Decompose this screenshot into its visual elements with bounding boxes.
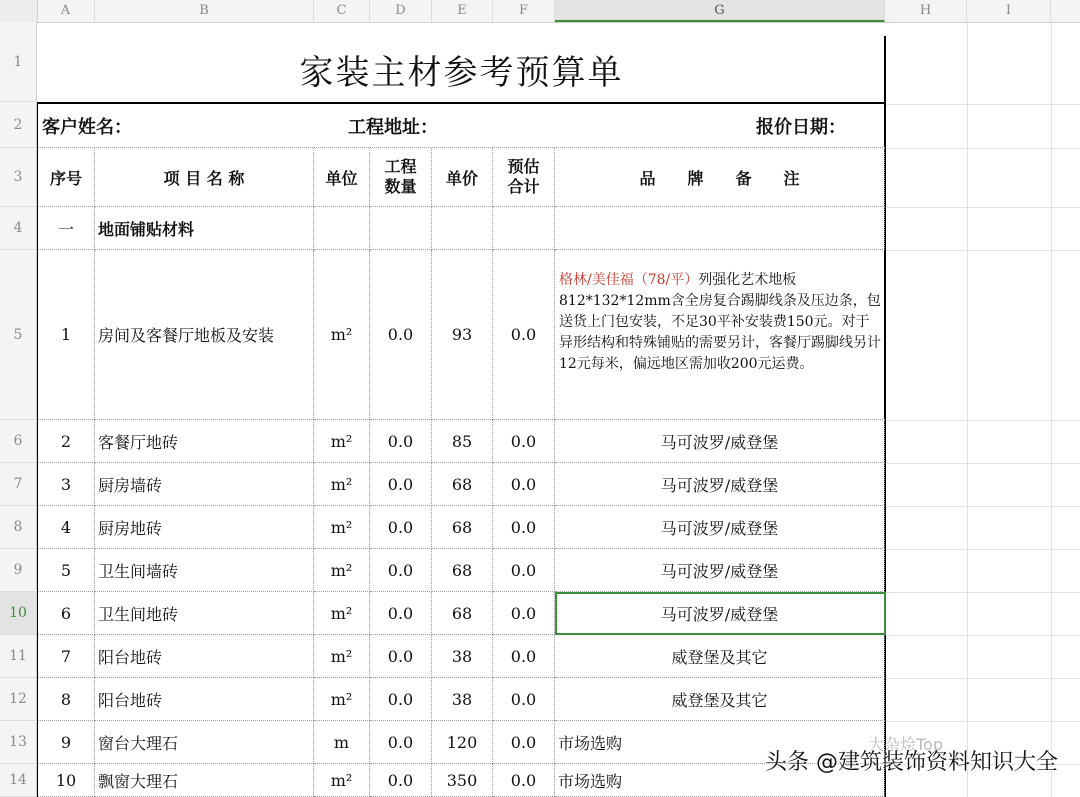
item-name[interactable]: 阳台地砖	[95, 635, 314, 678]
grid-line	[885, 506, 1080, 507]
item-unit[interactable]: m²	[314, 250, 370, 420]
item-brand-note[interactable]: 威登堡及其它	[555, 678, 885, 721]
item-name[interactable]: 卫生间地砖	[95, 592, 314, 635]
item-unit[interactable]: m²	[314, 549, 370, 592]
item-unit-price[interactable]: 85	[432, 420, 493, 463]
row-header-5[interactable]: 5	[0, 250, 37, 420]
item-seq[interactable]: 2	[38, 420, 95, 463]
item-seq[interactable]: 9	[38, 721, 95, 764]
item-brand-note[interactable]	[555, 250, 885, 420]
item-brand-note[interactable]: 马可波罗/威登堡	[555, 420, 885, 463]
selected-cell-g10[interactable]	[555, 592, 886, 635]
table-cell[interactable]	[432, 207, 493, 250]
item-total[interactable]: 0.0	[493, 506, 555, 549]
column-header-b[interactable]: B	[95, 0, 314, 22]
column-header-h[interactable]: H	[885, 0, 967, 22]
item-seq[interactable]: 10	[38, 764, 95, 797]
row-header-4[interactable]: 4	[0, 207, 37, 250]
header-unit-price[interactable]: 单价	[432, 148, 493, 207]
grid-line	[1051, 22, 1052, 797]
item-name[interactable]: 飘窗大理石	[95, 764, 314, 797]
item-brand-note[interactable]: 马可波罗/威登堡	[555, 549, 885, 592]
item-name[interactable]: 窗台大理石	[95, 721, 314, 764]
quote-date-label[interactable]: 报价日期：	[756, 117, 846, 138]
row-header-2[interactable]: 2	[0, 102, 37, 148]
grid-line	[885, 549, 1080, 550]
brand-highlight: 格林/美佳福（78/平）	[559, 272, 699, 288]
row-header-14[interactable]: 14	[0, 764, 37, 797]
item-brand-note[interactable]: 威登堡及其它	[555, 635, 885, 678]
watermark: 头条 @建筑装饰资料知识大全	[765, 750, 1058, 775]
header-estimated-total[interactable]: 预估 合计	[493, 148, 555, 207]
item-brand-note[interactable]: 市场选购	[555, 764, 885, 797]
row-header-13[interactable]: 13	[0, 721, 37, 764]
item-brand-note[interactable]: 市场选购	[555, 721, 885, 764]
item-total[interactable]: 0.0	[493, 592, 555, 635]
watermark-secondary: 大杂烩Top	[868, 735, 944, 754]
table-cell[interactable]	[555, 207, 885, 250]
item-unit-price[interactable]: 38	[432, 635, 493, 678]
column-header-bar	[0, 0, 1080, 23]
header-seq[interactable]: 序号	[38, 148, 95, 207]
table-cell[interactable]	[370, 207, 432, 250]
item-total[interactable]: 0.0	[493, 721, 555, 764]
project-address-label[interactable]: 工程地址：	[348, 117, 438, 138]
grid-line	[885, 104, 1080, 105]
item-unit-price[interactable]: 38	[432, 678, 493, 721]
item-name[interactable]: 厨房墙砖	[95, 463, 314, 506]
item-brand-note[interactable]: 马可波罗/威登堡	[555, 592, 885, 635]
section-seq[interactable]: 一	[38, 207, 95, 250]
row-header-11[interactable]: 11	[0, 635, 37, 678]
row-header-3[interactable]: 3	[0, 148, 37, 207]
header-quantity[interactable]: 工程 数量	[370, 148, 432, 207]
row-header-1[interactable]: 1	[0, 22, 37, 102]
item-quantity[interactable]: 0.0	[370, 250, 432, 420]
item-quantity[interactable]: 0.0	[370, 678, 432, 721]
column-header-f[interactable]: F	[493, 0, 555, 22]
item-total[interactable]: 0.0	[493, 549, 555, 592]
item-unit-price[interactable]: 68	[432, 549, 493, 592]
item-unit[interactable]: m²	[314, 635, 370, 678]
header-unit[interactable]: 单位	[314, 148, 370, 207]
item-unit[interactable]: m²	[314, 463, 370, 506]
item-unit[interactable]: m²	[314, 678, 370, 721]
item-brand-note[interactable]: 马可波罗/威登堡	[555, 506, 885, 549]
item-name[interactable]: 房间及客餐厅地板及安装	[95, 250, 314, 420]
item-seq[interactable]: 4	[38, 506, 95, 549]
row-header-12[interactable]: 12	[0, 678, 37, 721]
grid-line	[885, 635, 1080, 636]
item-name[interactable]: 客餐厅地砖	[95, 420, 314, 463]
row-header-7[interactable]: 7	[0, 463, 37, 506]
item-name[interactable]: 卫生间墙砖	[95, 549, 314, 592]
item-quantity[interactable]: 0.0	[370, 420, 432, 463]
item-seq[interactable]: 5	[38, 549, 95, 592]
row-header-9[interactable]: 9	[0, 549, 37, 592]
item-quantity[interactable]: 0.0	[370, 463, 432, 506]
sheet-title[interactable]: 家装主材参考预算单	[299, 52, 624, 93]
column-header-i[interactable]: I	[967, 0, 1051, 22]
grid-line	[885, 721, 1080, 722]
item-unit-price[interactable]: 93	[432, 250, 493, 420]
item-unit[interactable]: m²	[314, 592, 370, 635]
section-name[interactable]: 地面铺贴材料	[95, 207, 314, 250]
select-all-corner[interactable]	[0, 0, 38, 22]
grid-line	[885, 463, 1080, 464]
item-seq[interactable]: 3	[38, 463, 95, 506]
item-quantity[interactable]: 0.0	[370, 549, 432, 592]
header-item-name[interactable]: 项 目 名 称	[95, 148, 314, 207]
item-quantity[interactable]: 0.0	[370, 635, 432, 678]
column-header-c[interactable]: C	[314, 0, 370, 22]
item-total[interactable]: 0.0	[493, 678, 555, 721]
grid-line	[885, 250, 1080, 251]
item-unit[interactable]: m²	[314, 764, 370, 797]
grid-line	[967, 22, 968, 797]
item-quantity[interactable]: 0.0	[370, 764, 432, 797]
item-unit[interactable]: m²	[314, 506, 370, 549]
item-seq[interactable]: 1	[38, 250, 95, 420]
table-cell[interactable]	[314, 207, 370, 250]
item-quantity[interactable]: 0.0	[370, 592, 432, 635]
brand-note-text: 列强化艺术地板812*132*12mm含全房复合踢脚线条及压边条，包送货上门包安装，不足30平补安装费150元。对于异形结构和特殊铺贴的需要另计，客餐厅踢脚线另计12元每米，偏远地区需加收200元运费。	[559, 272, 881, 372]
item-total[interactable]: 0.0	[493, 463, 555, 506]
grid-line	[885, 207, 1080, 208]
item-unit-price[interactable]: 350	[432, 764, 493, 797]
column-header-g[interactable]: G	[555, 0, 885, 22]
item-name[interactable]: 厨房地砖	[95, 506, 314, 549]
item-unit-price[interactable]: 120	[432, 721, 493, 764]
item-unit[interactable]: m	[314, 721, 370, 764]
item-total[interactable]: 0.0	[493, 250, 555, 420]
grid-line	[885, 592, 1080, 593]
item-total[interactable]: 0.0	[493, 420, 555, 463]
item-unit-price[interactable]: 68	[432, 592, 493, 635]
header-brand-notes[interactable]: 品 牌 备 注	[555, 148, 885, 207]
item-brand-note[interactable]: 马可波罗/威登堡	[555, 463, 885, 506]
table-cell[interactable]	[493, 207, 555, 250]
item-seq[interactable]: 8	[38, 678, 95, 721]
grid-line	[885, 420, 1080, 421]
item-seq[interactable]: 7	[38, 635, 95, 678]
item-total[interactable]: 0.0	[493, 635, 555, 678]
item-unit[interactable]: m²	[314, 420, 370, 463]
row-header-10[interactable]: 10	[0, 592, 37, 635]
item-unit-price[interactable]: 68	[432, 463, 493, 506]
item-quantity[interactable]: 0.0	[370, 721, 432, 764]
row-header-6[interactable]: 6	[0, 420, 37, 463]
grid-line	[885, 678, 1080, 679]
customer-name-label[interactable]: 客户姓名：	[42, 117, 132, 138]
row-header-8[interactable]: 8	[0, 506, 37, 549]
item-unit-price[interactable]: 68	[432, 506, 493, 549]
column-header-a[interactable]: A	[37, 0, 95, 22]
item-seq[interactable]: 6	[38, 592, 95, 635]
item-name[interactable]: 阳台地砖	[95, 678, 314, 721]
column-header-d[interactable]: D	[370, 0, 432, 22]
grid-line	[885, 148, 1080, 149]
item-quantity[interactable]: 0.0	[370, 506, 432, 549]
item-total[interactable]: 0.0	[493, 764, 555, 797]
column-header-e[interactable]: E	[432, 0, 493, 22]
